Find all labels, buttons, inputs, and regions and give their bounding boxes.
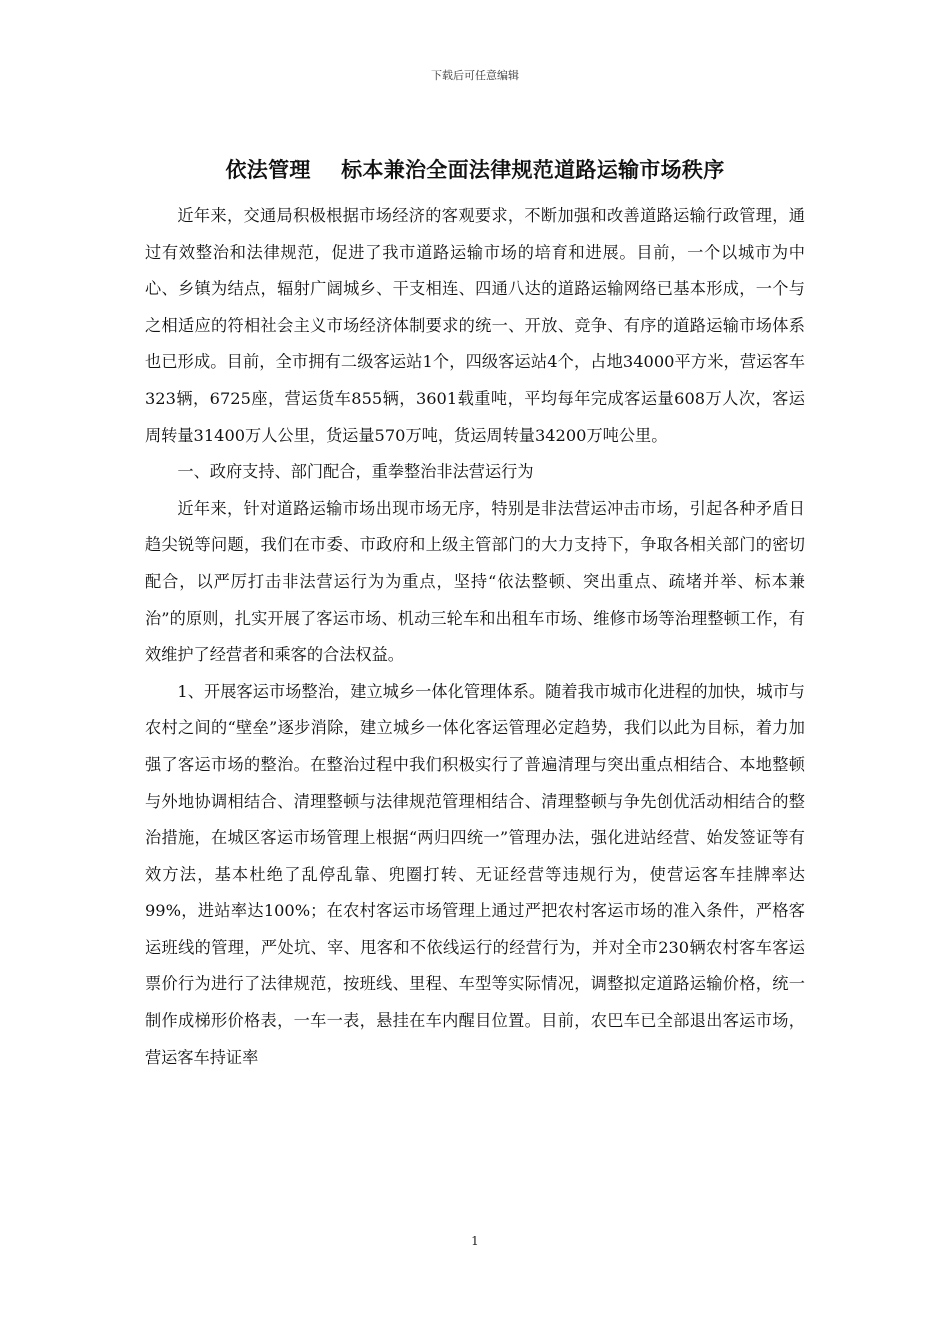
- page-header: 下载后可任意编辑: [431, 69, 519, 82]
- document-body: [145, 198, 805, 1076]
- document-title: 依法管理 标本兼治全面法律规范道路运输市场秩序: [225, 157, 725, 182]
- page-number: 1: [471, 1234, 479, 1248]
- paragraph-section-1: 近年来，针对道路运输市场出现市场无序，特别是非法营运冲击市场，引起各种矛盾日趋尖锐等问题，我们在市委、市政府和上级主管部门的大力支持下，争取各相关部门的密切配合，以严厉打击非法营运行为为重点，坚持“依法整顿、突出重点、疏堵并举、标本兼治”的原则，扎实开展了客运市场、机动三轮车和出租车市场、维修市场等治理整顿工作，有效维护了经营者和乘客的合法权益。: [145, 498, 805, 665]
- paragraph-item-1: 1、开展客运市场整治，建立城乡一体化管理体系。随着我市城市化进程的加快，城市与农村之间的“壁垒”逐步消除，建立城乡一体化客运管理必定趋势，我们以此为目标，着力加强了客运市场的整治。在整治过程中我们积极实行了普遍清理与突出重点相结合、本地整顿与外地协调相结合、清理整顿与法律规范管理相结合、清理整顿与争先创优活动相结合的整治措施，在城区客运市场管理上根据“两归四统一”管理办法，强化进站经营、始发签证等有效方法，基本杜绝了乱停乱靠、兜圈打转、无证经营等违规行为，使营运客车挂牌率达99%，进站率达100%；在农村客运市场管理上通过严把农村客运市场的准入条件，严格客运班线的管理，严处坑、宰、甩客和不依线运行的经营行为，并对全市230辆农村客车客运票价行为进行了法律规范，按班线、里程、车型等实际情况，调整拟定道路运输价格，统一制作成梯形价格表，一车一表，悬挂在车内醒目位置。目前，农巴车已全部退出客运市场，营运客车持证率: [145, 681, 805, 1067]
- section-heading-1: 一、政府支持、部门配合，重拳整治非法营运行为: [177, 462, 534, 482]
- paragraph-intro: 近年来，交通局积极根据市场经济的客观要求，不断加强和改善道路运输行政管理，通过有效整治和法律规范，促进了我市道路运输市场的培育和进展。目前，一个以城市为中心、乡镇为结点，辐射广阔城乡、干支相连、四通八达的道路运输网络已基本形成，一个与之相适应的符相社会主义市场经济体制要求的统一、开放、竞争、有序的道路运输市场体系也已形成。目前，全市拥有二级客运站1个，四级客运站4个，占地34000平方米，营运客车323辆，6725座，营运货车855辆，3601载重吨，平均每年完成客运量608万人次，客运周转量31400万人公里，货运量570万吨，货运周转量34200万吨公里。: [145, 206, 805, 445]
